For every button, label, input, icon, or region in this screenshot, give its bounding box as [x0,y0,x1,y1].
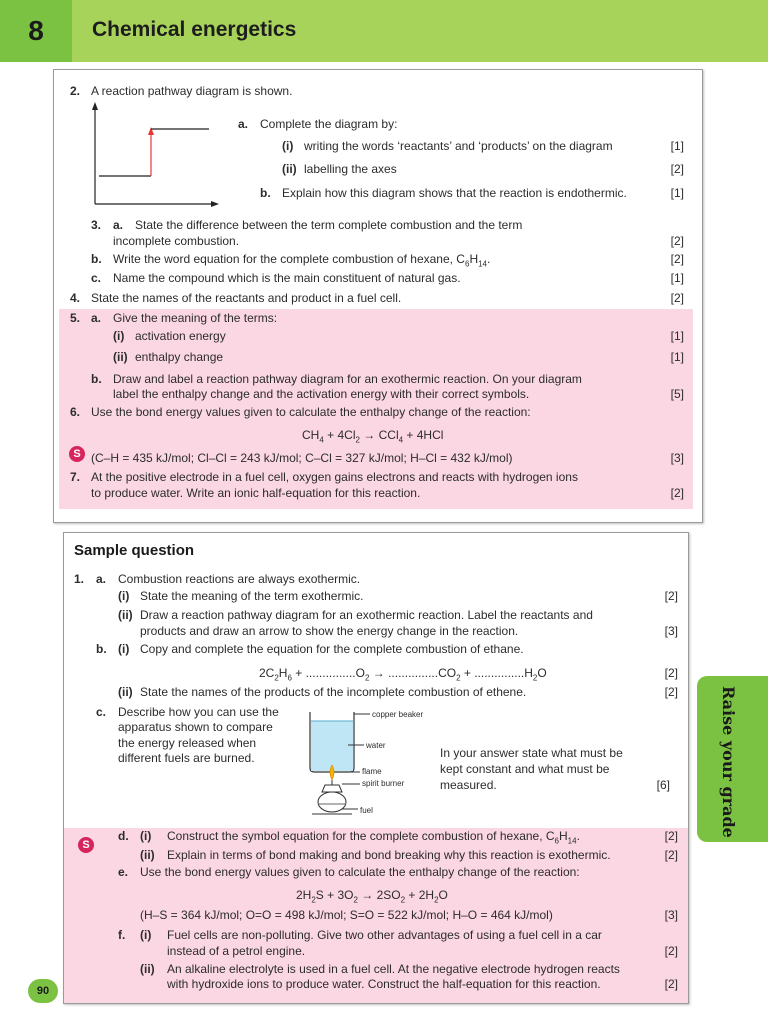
q2aii-text: labelling the axes [304,162,397,176]
q5a-label: a. [91,311,102,325]
q5aii-text: enthalpy change [135,350,224,364]
chapter-header [0,0,768,62]
q5a-text: Give the meaning of the terms: [113,311,278,325]
sq1fii-text: An alkaline electrolyte is used in a fuel cell. At the negative electrode hydrogen reacts [167,962,620,976]
sq1c-label: c. [96,705,107,719]
sq1b-label: b. [96,642,107,656]
q3c-text: Name the compound which is the main constituent of natural gas. [113,271,461,285]
q3b-text: Write the word equation for the complete combustion of hexane, $C_6H_{14}$. [113,252,491,269]
h2s-equation: $2H_2S + 3O_2 \to 2SO_2 + 2H_2O$ [296,888,448,905]
sq1ai-label: (i) [118,589,130,603]
sq1a-label: a. [96,572,107,586]
label-fuel: fuel [360,806,373,815]
sq1c-marks: [6] [656,778,670,792]
sq1aii-label: (ii) [118,608,133,622]
q3a-marks: [2] [670,234,684,248]
sq1dii-marks: [2] [664,848,678,862]
sq1bi-text: Copy and complete the equation for the complete combustion of ethane. [140,642,524,656]
sq1-number: 1. [74,572,85,586]
label-water: water [366,741,386,750]
sq1c-note-2: kept constant and what must be [440,762,610,776]
sq1fii-marks: [2] [664,977,678,991]
sq1bii-label: (ii) [118,685,133,699]
q2ai-text: writing the words ‘reactants’ and ‘products’ on the diagram [304,139,613,153]
sq1fi-marks: [2] [664,944,678,958]
s-badge-icon: S [69,446,85,462]
q2a-label: a. [238,117,249,131]
sq1fii-label: (ii) [140,962,155,976]
sq1c-note-3: measured. [440,778,497,792]
q4-text: State the names of the reactants and product in a fuel cell. [91,291,402,305]
apparatus-diagram [300,706,440,818]
sq1di-text: Construct the symbol equation for the complete combustion of hexane, $C_6H_{14}$. [167,829,580,846]
label-spirit-burner: spirit burner [362,779,405,788]
reaction-pathway-diagram [85,100,225,210]
q5b-text-cont: label the enthalpy change and the activation energy with their correct symbols. [113,387,530,401]
q3c-marks: [1] [670,271,684,285]
q5b-marks: [5] [670,387,684,401]
q5ai-marks: [1] [670,329,684,343]
sq1aii-marks: [3] [664,624,678,638]
label-flame: flame [362,767,382,776]
q2-text: A reaction pathway diagram is shown. [91,84,293,98]
q5aii-marks: [1] [670,350,684,364]
q5b-text: Draw and label a reaction pathway diagram for an exothermic reaction. On your diagram [113,372,582,386]
q4-number: 4. [70,291,81,305]
sq1ai-text: State the meaning of the term exothermic. [140,589,364,603]
q7-marks: [2] [670,486,684,500]
chapter-title: Chemical energetics [92,18,297,41]
q2a-text: Complete the diagram by: [260,117,398,131]
sq1e-text: Use the bond energy values given to calculate the enthalpy change of the reaction: [140,865,580,879]
sample-title: Sample question [74,542,195,559]
q3b-marks: [2] [670,252,684,266]
sq1f-label: f. [118,928,126,942]
sq1c-text-4: different fuels are burned. [118,751,255,765]
sq1bi-label: (i) [118,642,130,656]
q7-text-cont: to produce water. Write an ionic half-equation for this reaction. [91,486,421,500]
q6-text: Use the bond energy values given to calculate the enthalpy change of the reaction: [91,405,531,419]
q3a-text-cont: incomplete combustion. [113,234,240,248]
sq1c-text-3: the energy released when [118,736,257,750]
sq1fii-text-cont: with hydroxide ions to produce water. Construct the half-equation for this reaction. [167,977,601,991]
q3b-label: b. [91,252,102,266]
page-number: 90 [28,979,58,1003]
sq1c-text-2: apparatus shown to compare [118,720,273,734]
ethane-equation: $2C_2H_6 + ...............O_2 \to ...............CO_2 + ...............H_2O$ [259,666,547,683]
sq1e-bond-values: (H–S = 364 kJ/mol; O=O = 498 kJ/mol; S=O = 522 kJ/mol; H–O = 464 kJ/mol) [140,908,553,922]
sq1dii-text: Explain in terms of bond making and bond breaking why this reaction is exothermic. [167,848,611,862]
sq1aii-text-cont: products and draw an arrow to show the energy change in the reaction. [140,624,519,638]
q6-marks: [3] [670,451,684,465]
sq1c-note-1: In your answer state what must be [440,746,623,760]
sq1a-text: Combustion reactions are always exothermic. [118,572,361,586]
q2-number: 2. [70,84,81,98]
sq1d-label: d. [118,829,129,843]
q3a-text: State the difference between the term complete combustion and the term [135,218,523,232]
q2b-label: b. [260,186,271,200]
q4-marks: [2] [670,291,684,305]
sq1dii-label: (ii) [140,848,155,862]
q6-number: 6. [70,405,81,419]
q5ai-label: (i) [113,329,125,343]
sq1di-marks: [2] [664,829,678,843]
q2aii-marks: [2] [670,162,684,176]
q5aii-label: (ii) [113,350,128,364]
q2ai-label: (i) [282,139,294,153]
sq1bi-marks: [2] [664,666,678,680]
sq1fi-label: (i) [140,928,152,942]
sq1c-text-1: Describe how you can use the [118,705,279,719]
sq1aii-text: Draw a reaction pathway diagram for an exothermic reaction. Label the reactants and [140,608,593,622]
q5b-label: b. [91,372,102,386]
sq1ai-marks: [2] [664,589,678,603]
sq1fi-text: Fuel cells are non-polluting. Give two other advantages of using a fuel cell in a car [167,928,602,942]
q3c-label: c. [91,271,102,285]
q3a-label: a. [113,218,124,232]
q5ai-text: activation energy [135,329,226,343]
sq1bii-text: State the names of the products of the incomplete combustion of ethene. [140,685,527,699]
q3-number: 3. [91,218,102,232]
sq1bii-marks: [2] [664,685,678,699]
sq1e-label: e. [118,865,129,879]
sq1fi-text-cont: instead of a petrol engine. [167,944,306,958]
q2ai-marks: [1] [670,139,684,153]
sq1e-marks: [3] [664,908,678,922]
s-badge-icon-sample: S [78,837,94,853]
q2b-marks: [1] [670,186,684,200]
q7-text: At the positive electrode in a fuel cell, oxygen gains electrons and reacts with hydrogen ions [91,470,578,484]
chapter-number: 8 [0,0,72,62]
q2aii-label: (ii) [282,162,297,176]
q7-number: 7. [70,470,81,484]
label-copper-beaker: copper beaker [372,710,424,719]
raise-your-grade-label: Raise your grade [719,686,738,838]
sq1di-label: (i) [140,829,152,843]
q2b-text: Explain how this diagram shows that the reaction is endothermic. [282,186,627,200]
q6-equation: $CH_4 + 4Cl_2 \to CCl_4 + 4HCl$ [302,428,444,445]
q5-number: 5. [70,311,81,325]
q6-bond-values: (C–H = 435 kJ/mol; Cl–Cl = 243 kJ/mol; C–Cl = 327 kJ/mol; H–Cl = 432 kJ/mol) [91,451,513,465]
